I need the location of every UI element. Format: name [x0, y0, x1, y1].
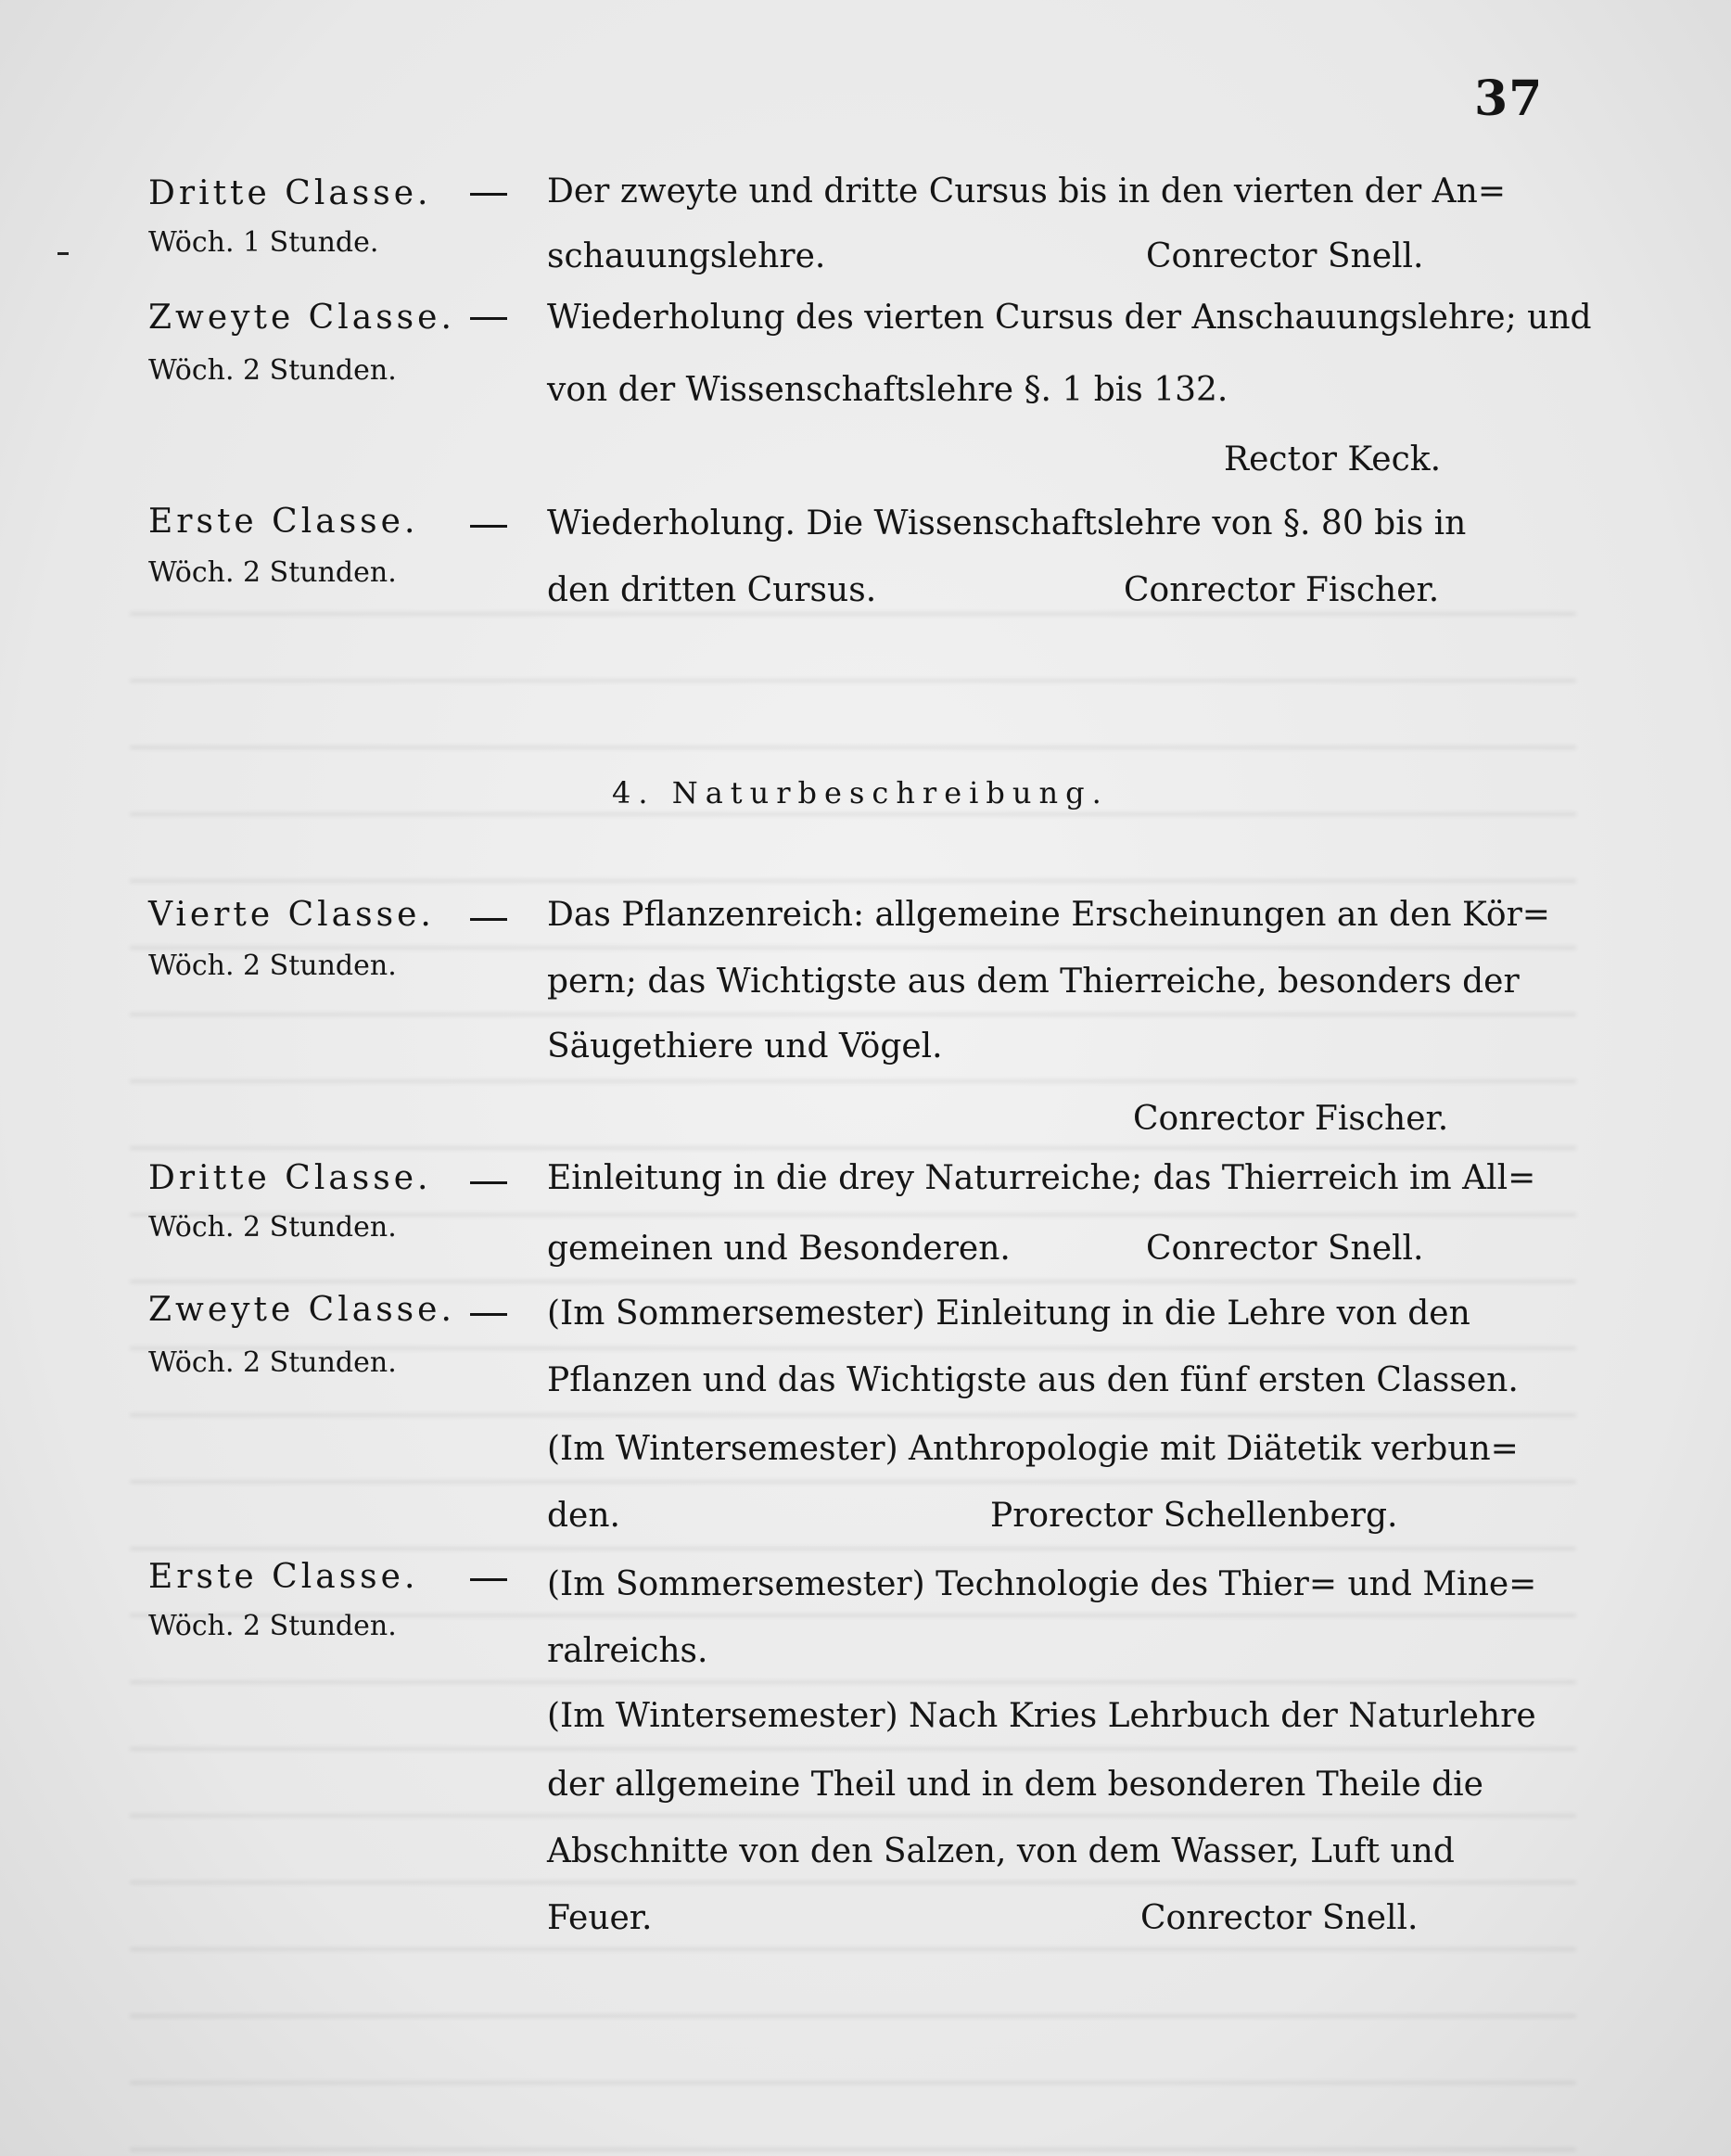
class-label: Zweyte Classe.: [148, 1291, 455, 1329]
text-line: (Im Sommersemester) Einleitung in die Lehre von den: [547, 1295, 1470, 1333]
teacher-signature: Conrector Snell.: [1146, 1230, 1424, 1268]
section-heading: 4. Naturbeschreibung.: [612, 775, 1109, 810]
class-label: Dritte Classe.: [148, 174, 432, 212]
text-line: Pflanzen und das Wichtigste aus den fünf ersten Classen.: [547, 1361, 1519, 1399]
hours-label: Wöch. 2 Stunden.: [148, 1346, 397, 1379]
teacher-signature: Conrector Snell.: [1140, 1899, 1419, 1937]
text-line: Säugethiere und Vögel.: [547, 1027, 943, 1065]
text-line: Der zweyte und dritte Cursus bis in den vierten der An=: [547, 172, 1506, 210]
dash: [470, 193, 507, 196]
class-label: Zweyte Classe.: [148, 299, 455, 337]
class-label: Erste Classe.: [148, 1558, 419, 1596]
teacher-signature: Conrector Fischer.: [1124, 571, 1440, 609]
dash: [470, 918, 507, 921]
hours-label: Wöch. 2 Stunden.: [148, 950, 397, 982]
text-line: Feuer.: [547, 1899, 653, 1937]
hours-label: Wöch. 2 Stunden.: [148, 1211, 397, 1244]
text-line: den dritten Cursus.: [547, 571, 877, 609]
text-line: (Im Wintersemester) Anthropologie mit Diätetik verbun=: [547, 1430, 1519, 1468]
text-line: schauungslehre.: [547, 237, 826, 275]
text-line: der allgemeine Theil und in dem besonderen Theile die: [547, 1766, 1483, 1804]
hours-label: Wöch. 1 Stunde.: [148, 226, 379, 259]
text-line: Das Pflanzenreich: allgemeine Erscheinungen an den Kör=: [547, 896, 1550, 934]
dash: [470, 1181, 507, 1184]
text-line: pern; das Wichtigste aus dem Thierreiche, besonders der: [547, 963, 1520, 1001]
teacher-signature: Conrector Fischer.: [1133, 1100, 1449, 1138]
text-line: Wiederholung des vierten Cursus der Anschauungslehre; und: [547, 299, 1592, 337]
dash: [470, 525, 507, 528]
hours-label: Wöch. 2 Stunden.: [148, 556, 397, 589]
text-line: gemeinen und Besonderen.: [547, 1230, 1011, 1268]
text-line: Abschnitte von den Salzen, von dem Wasser, Luft und: [547, 1832, 1455, 1870]
text-line: ralreichs.: [547, 1632, 708, 1670]
text-line: den.: [547, 1497, 620, 1535]
text-line: von der Wissenschaftslehre §. 1 bis 132.: [547, 371, 1228, 409]
text-line: Wiederholung. Die Wissenschaftslehre von §. 80 bis in: [547, 504, 1467, 542]
class-label: Dritte Classe.: [148, 1159, 432, 1197]
dash: [470, 1313, 507, 1316]
margin-mark: [57, 252, 69, 255]
page-number: 37: [1474, 70, 1544, 127]
teacher-signature: Prorector Schellenberg.: [990, 1497, 1398, 1535]
text-line: Einleitung in die drey Naturreiche; das Thierreich im All=: [547, 1159, 1536, 1197]
class-label: Erste Classe.: [148, 503, 419, 541]
text-line: (Im Wintersemester) Nach Kries Lehrbuch der Naturlehre: [547, 1697, 1536, 1735]
hours-label: Wöch. 2 Stunden.: [148, 1610, 397, 1642]
text-line: (Im Sommersemester) Technologie des Thier= und Mine=: [547, 1565, 1537, 1603]
dash: [470, 317, 507, 320]
dash: [470, 1578, 507, 1581]
teacher-signature: Conrector Snell.: [1146, 237, 1424, 275]
hours-label: Wöch. 2 Stunden.: [148, 354, 397, 387]
teacher-signature: Rector Keck.: [1224, 440, 1442, 478]
class-label: Vierte Classe.: [148, 896, 435, 934]
